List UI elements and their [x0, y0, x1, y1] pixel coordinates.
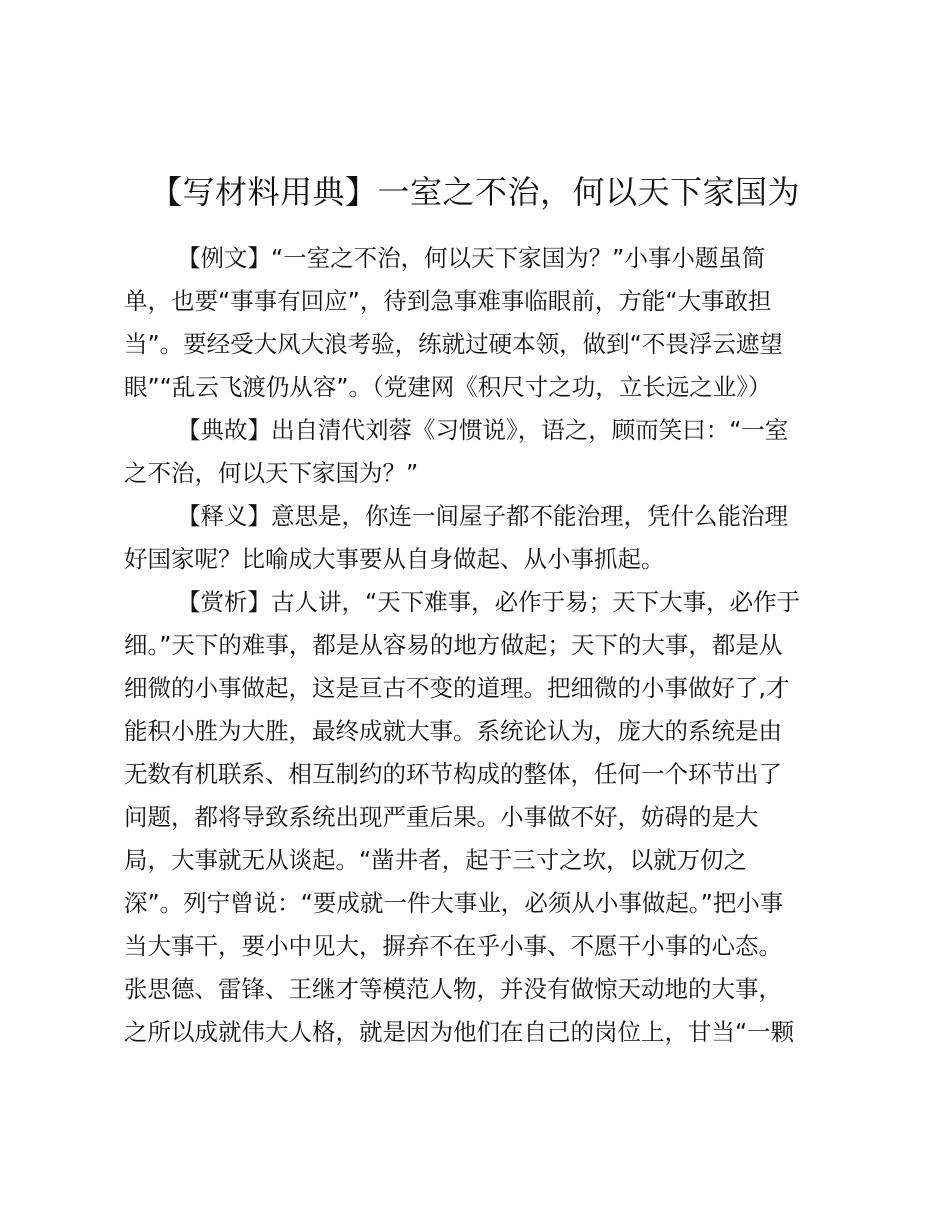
text-line: 【赏析】古人讲，“天下难事，必作于易；天下大事，必作于	[177, 588, 801, 616]
text-line: 【释义】意思是，你连一间屋子都不能治理，凭什么能治理	[177, 502, 788, 530]
text-line: 【典故】出自清代刘蓉《习惯说》，语之，顾而笑曰：“一室	[177, 416, 789, 444]
text-line: 当大事干，要小中见大，摒弃不在乎小事、不愿干小事的心态。	[124, 932, 782, 960]
text-line: 问题，都将导致系统出现严重后果。小事做不好，妨碍的是大	[124, 803, 759, 831]
text-line: 细微的小事做起，这是亘古不变的道理。把细微的小事做好了,才	[124, 674, 790, 702]
document-body	[124, 237, 836, 1054]
text-line: 能积小胜为大胜，最终成就大事。系统论认为，庞大的系统是由	[124, 717, 782, 745]
text-line: 之不治，何以天下家国为？”	[124, 459, 419, 487]
text-line: 【例文】“一室之不治，何以天下家国为？”小事小题虽简	[177, 244, 766, 272]
text-line: 无数有机联系、相互制约的环节构成的整体，任何一个环节出了	[124, 760, 782, 788]
text-line: 之所以成就伟大人格，就是因为他们在自己的岗位上，甘当“一颗	[124, 1018, 795, 1046]
text-line: 单，也要“事事有回应”，待到急事难事临眼前，方能“大事敢担	[124, 287, 772, 315]
text-line: 好国家呢？比喻成大事要从自身做起、从小事抓起。	[124, 545, 665, 573]
text-line: 深”。列宁曾说：“要成就一件大事业，必须从小事做起。”把小事	[124, 889, 784, 917]
text-line: 眼”“乱云飞渡仍从容”。（党建网《积尺寸之功，立长远之业》）	[124, 373, 772, 401]
text-line: 细。”天下的难事，都是从容易的地方做起；天下的大事，都是从	[124, 631, 783, 659]
text-line: 张思德、雷锋、王继才等模范人物，并没有做惊天动地的大事，	[124, 975, 782, 1003]
text-line: 当”。要经受大风大浪考验，练就过硬本领，做到“不畏浮云遮望	[124, 330, 783, 358]
document-title: 【写材料用典】一室之不治，何以天下家国为	[149, 173, 800, 211]
text-line: 局，大事就无从谈起。“凿井者，起于三寸之坎，以就万仞之	[124, 846, 748, 874]
